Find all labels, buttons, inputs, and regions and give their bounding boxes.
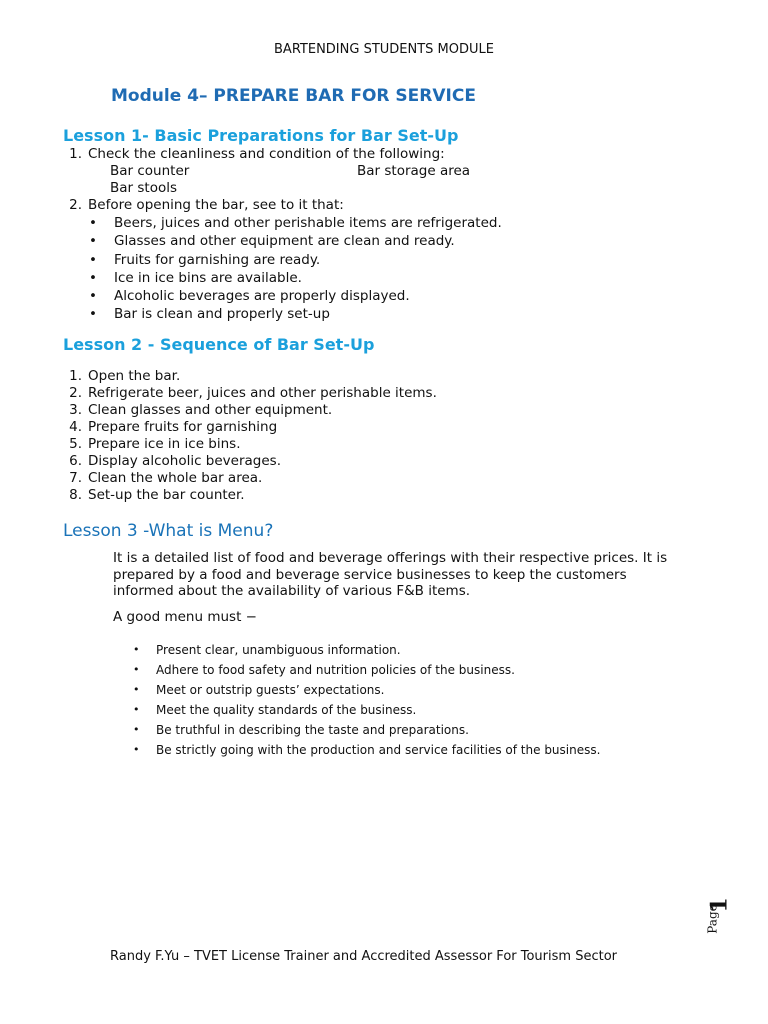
lesson1-item-2: [0, 197, 768, 214]
lesson3-intro: A good menu must −: [113, 609, 257, 625]
lesson3-bullet: • Adhere to food safety and nutrition policies of the business.: [0, 660, 768, 680]
lesson1-sub-row-2: [0, 180, 768, 197]
lesson2-step-text: Prepare ice in ice bins.: [88, 436, 241, 452]
page-footer: Randy F.Yu – TVET License Trainer and Accredited Assessor For Tourism Sector: [110, 949, 617, 964]
lesson1-sub-bar-stools: Bar stools: [110, 180, 178, 196]
lesson1-sub-row-1: [0, 163, 768, 180]
lesson3-title: Lesson 3 -What is Menu?: [63, 521, 274, 541]
lesson2-step-text: Display alcoholic beverages.: [88, 453, 281, 469]
lesson2-step-text: Refrigerate beer, juices and other perishable items.: [88, 385, 437, 401]
lesson2-step-num: 5.: [69, 436, 82, 452]
lesson2-step-num: 2.: [69, 385, 82, 401]
lesson2-list: [0, 368, 768, 504]
page-header: BARTENDING STUDENTS MODULE: [274, 42, 494, 57]
lesson2-step: [0, 436, 768, 453]
page-label: Page: [705, 904, 720, 934]
lesson2-step: [0, 470, 768, 487]
lesson3-bullet: • Meet or outstrip guests’ expectations.: [0, 680, 768, 700]
lesson1-item-2-num: 2.: [69, 197, 82, 213]
page-number-block: [698, 892, 732, 940]
page-number: 1: [706, 897, 733, 913]
lesson2-step-text: Open the bar.: [88, 368, 181, 384]
lesson2-step: [0, 368, 768, 385]
lesson1-sub-bar-storage: Bar storage area: [357, 163, 471, 179]
lesson1-item-2-text: Before opening the bar, see to it that:: [88, 197, 344, 213]
lesson1-title: Lesson 1- Basic Preparations for Bar Set-Up: [63, 126, 459, 145]
lesson3-bullet: • Be truthful in describing the taste and preparations.: [0, 720, 768, 740]
lesson2-step-text: Clean the whole bar area.: [88, 470, 263, 486]
lesson2-step-num: 7.: [69, 470, 82, 486]
lesson3-list: [0, 640, 768, 760]
lesson2-step-num: 3.: [69, 402, 82, 418]
lesson3-bullet: • Present clear, unambiguous information.: [0, 640, 768, 660]
lesson1-bullet: • Beers, juices and other perishable items are refrigerated.: [0, 214, 768, 232]
lesson1-list: [0, 146, 768, 324]
lesson2-step-num: 8.: [69, 487, 82, 503]
lesson2-step-num: 4.: [69, 419, 82, 435]
lesson1-item-1-text: Check the cleanliness and condition of the following:: [88, 146, 445, 162]
lesson2-step-text: Prepare fruits for garnishing: [88, 419, 278, 435]
lesson1-bullet: • Ice in ice bins are available.: [0, 269, 768, 287]
lesson2-step: [0, 385, 768, 402]
lesson2-step: [0, 402, 768, 419]
lesson2-step-text: Set-up the bar counter.: [88, 487, 245, 503]
lesson1-item-1-num: 1.: [69, 146, 82, 162]
lesson3-bullet: • Meet the quality standards of the business.: [0, 700, 768, 720]
lesson2-step-text: Clean glasses and other equipment.: [88, 402, 333, 418]
lesson2-title: Lesson 2 - Sequence of Bar Set-Up: [63, 335, 375, 354]
module-title: Module 4– PREPARE BAR FOR SERVICE: [111, 86, 476, 106]
lesson2-step-num: 6.: [69, 453, 82, 469]
lesson1-bullet: • Bar is clean and properly set-up: [0, 305, 768, 323]
lesson3-paragraph: It is a detailed list of food and beverage offerings with their respective prices. It is prepared by a food and beverage service businesses to keep the customers informed about the availability of various F&B items.: [113, 550, 668, 600]
lesson1-item-1: [0, 146, 768, 163]
lesson2-step: [0, 419, 768, 436]
lesson1-sub-bar-counter: Bar counter: [110, 163, 190, 179]
lesson1-bullet: • Fruits for garnishing are ready.: [0, 251, 768, 269]
lesson1-bullet: • Alcoholic beverages are properly displayed.: [0, 287, 768, 305]
lesson2-step: [0, 487, 768, 504]
lesson2-step-num: 1.: [69, 368, 82, 384]
lesson1-bullet: • Glasses and other equipment are clean and ready.: [0, 232, 768, 250]
lesson3-bullet: • Be strictly going with the production and service facilities of the business.: [0, 740, 768, 760]
lesson2-step: [0, 453, 768, 470]
